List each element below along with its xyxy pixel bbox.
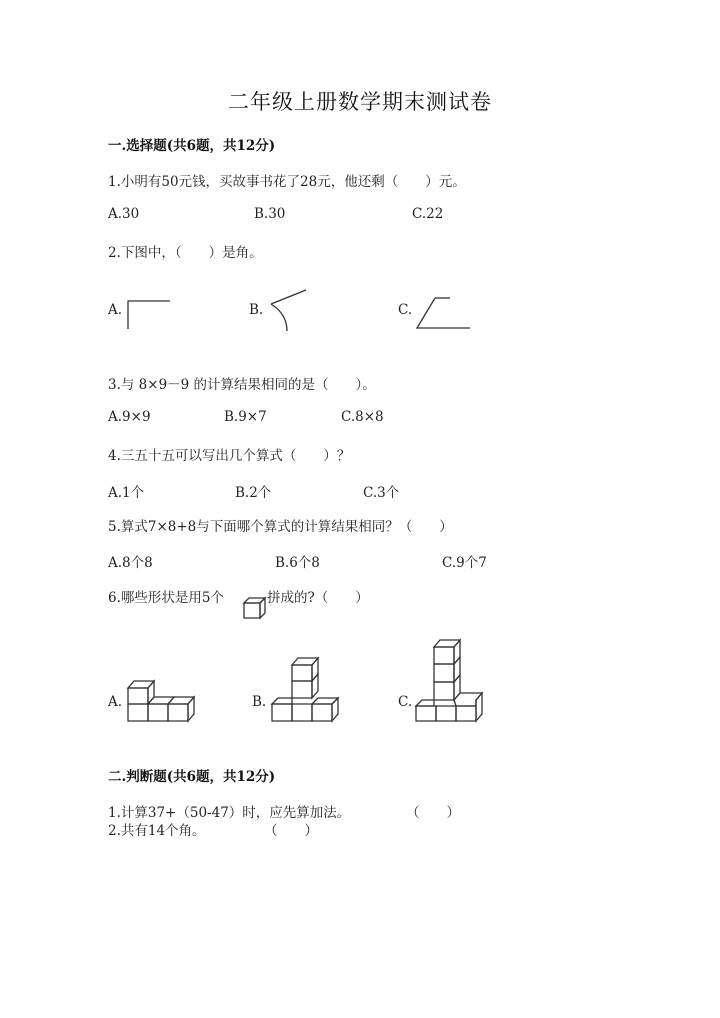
q6-option-c[interactable]: C. xyxy=(398,694,413,710)
q6-option-b[interactable]: B. xyxy=(252,694,267,710)
q1-option-c[interactable]: C.22 xyxy=(412,206,444,222)
q2-option-c[interactable]: C. xyxy=(398,302,413,318)
angle-figure-a xyxy=(125,295,175,335)
q5-option-a[interactable]: A.8个8 xyxy=(108,555,153,571)
question-1: 1.小明有50元钱，买故事书花了28元，他还剩（ ）元。 xyxy=(108,174,466,190)
question-2: 2.下图中，（ ）是角。 xyxy=(108,245,263,261)
q5-option-c[interactable]: C.9个7 xyxy=(442,555,487,571)
question-6-part-2: 拼成的?（ ） xyxy=(267,590,369,606)
judge-question-2: 2.共有14个角。 xyxy=(108,823,206,839)
q6-option-a[interactable]: A. xyxy=(108,694,123,710)
q5-option-b[interactable]: B.6个8 xyxy=(275,555,320,571)
q3-option-c[interactable]: C.8×8 xyxy=(341,409,384,425)
question-5: 5.算式7×8+8与下面哪个算式的计算结果相同？（ ） xyxy=(108,519,453,535)
cube-shape-b xyxy=(270,656,336,724)
q3-option-a[interactable]: A.9×9 xyxy=(108,409,151,425)
angle-figure-c xyxy=(413,294,478,334)
page-title: 二年级上册数学期末测试卷 xyxy=(228,90,492,114)
q3-option-b[interactable]: B.9×7 xyxy=(224,409,267,425)
q2-option-a[interactable]: A. xyxy=(108,302,123,318)
cube-shape-c xyxy=(414,638,484,724)
section-1-heading: 一.选择题(共6题，共12分) xyxy=(108,138,276,154)
judge-1-answer-paren[interactable]: （ ） xyxy=(406,805,460,821)
q4-option-c[interactable]: C.3个 xyxy=(363,485,400,501)
judge-2-answer-paren[interactable]: （ ） xyxy=(264,823,318,839)
q4-option-a[interactable]: A.1个 xyxy=(108,485,145,501)
q1-option-a[interactable]: A.30 xyxy=(108,206,140,222)
cube-shape-a xyxy=(126,676,192,724)
section-2-heading: 二.判断题(共6题，共12分) xyxy=(108,769,276,785)
q4-option-b[interactable]: B.2个 xyxy=(235,485,272,501)
question-3: 3.与 8×9－9 的计算结果相同的是（ ）。 xyxy=(108,377,376,393)
q1-option-b[interactable]: B.30 xyxy=(254,206,286,222)
judge-question-1: 1.计算37+（50-47）时，应先算加法。 xyxy=(108,805,351,821)
question-4: 4.三五十五可以写出几个算式（ ）？ xyxy=(108,448,351,464)
curve-figure-b xyxy=(265,286,315,336)
single-cube-icon xyxy=(243,596,267,620)
question-6-part-1: 6.哪些形状是用5个 xyxy=(108,590,224,606)
q2-option-b[interactable]: B. xyxy=(249,302,264,318)
